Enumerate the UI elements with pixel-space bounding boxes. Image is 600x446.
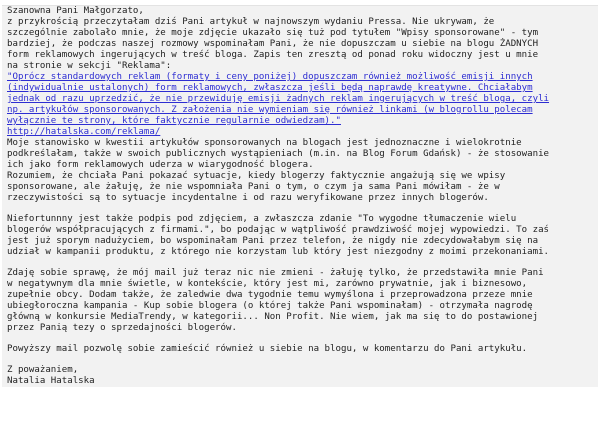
greeting: Szanowna Pani Małgorzato, <box>7 6 144 16</box>
text-line: na stronie w sekcji "Reklama": <box>7 61 172 71</box>
text-line: bardziej, że podczas naszej rozmowy wspominałam Pani, że nie dopuszczam u siebie na blogu ŻADNYCH <box>7 39 539 49</box>
text-line: rzeczywistości są to sytuacje incydentalne i od razu weryfikowane przez innych blogerów. <box>7 193 489 203</box>
text-line: podkreślałam, także w swoich publicznych wystąpieniach (m.in. na Blog Forum Gdańsk) - że stosowanie <box>7 149 550 159</box>
quote-line: (indywidualnie ustalonych) form reklamowych, zwłaszcza jeśli będą naprawdę kreatywne. Chciałabym <box>7 83 533 93</box>
paragraph-campaign-award <box>7 268 544 333</box>
text-line: Moje stanowisko w kwestii artykułów sponsorowanych na blogach jest jednoznaczne i wielokrotnie <box>7 138 522 148</box>
text-line: sponsorowane, ale żałuję, że nie wspomniała Pani o tym, o czym ja sama Pani mówiłam - że w <box>7 182 500 192</box>
signature: Natalia Hatalska <box>7 376 95 386</box>
text-line: przez Panią tezy o sprzedajności blogerów. <box>7 323 237 333</box>
text-line: z przykrością przeczytałam dziś Pani artykuł w najnowszym wydaniu Pressa. Nie ukrywam, że <box>7 17 495 27</box>
text-line: Rozumiem, że chciała Pani pokazać sytuacje, kiedy blogerzy faktycznie angażują się we wpisy <box>7 171 506 181</box>
text-line: główną w konkursie MediaTrendy, w kategorii... Non Profit. Nie wiem, jak ma się to do postawionej <box>7 312 539 322</box>
text-line: blogerów współpracujących z firmami.", bo podając w wątpliwość prawdziwość mojej wypowiedzi. To zaś <box>7 225 550 235</box>
text-line: ich jako form reklamowych uderza w wiarygodność blogera. <box>7 160 314 170</box>
text-line: form reklamowych ingerujących w treść bloga. Zapis ten zresztą od ponad roku widoczny jest u mnie <box>7 50 539 60</box>
quoted-advertising-policy <box>7 72 549 126</box>
paragraph-gap <box>7 355 594 365</box>
paragraph-gap <box>7 204 594 214</box>
text-line: Powyższy mail pozwolę sobie zamieścić również u siebie na blogu, w komentarzu do Pani artykułu. <box>7 344 528 354</box>
quote-line: np. artykułów sponsorowanych. Z założenia nie wymieniam się również linkami (w blogrollu polecam <box>7 105 533 115</box>
text-line: ubiegłoroczna kampania - Kup sobie blogera (o której także Pani wspominałam) - otrzymała nagrodę <box>7 301 533 311</box>
quote-line: wyłącznie te strony, które faktycznie regularnie odwiedzam)." <box>7 116 341 126</box>
paragraph-publication-note <box>7 344 527 354</box>
closing: Z poważaniem, <box>7 365 79 375</box>
quote-line: "Oprócz standardowych reklam (formaty i ceny poniżej) dopuszczam również możliwość emisji innych <box>7 72 533 82</box>
paragraph-photo-caption <box>7 214 549 257</box>
text-line: jest już sporym nadużyciem, bo wspominałam Pani przez telefon, że nigdy nie zdecydowałabym się na <box>7 236 539 246</box>
text-line: udział w kampanii produktu, z którego nie korzystam lub który jest niezgodny z moimi przekonaniami. <box>7 247 550 257</box>
text-line: Niefortunnny jest także podpis pod zdjęciem, a zwłaszcza zdanie "To wygodne tłumaczenie wielu <box>7 214 517 224</box>
text-line: Zdaję sobie sprawę, że mój mail już teraz nic nie zmieni - żałuję tylko, że przedstawiła mnie Pani <box>7 268 544 278</box>
text-line: szczególnie zabolało mnie, że moje zdjęcie ukazało się tuż pod tytułem "Wpisy sponsorowane" - tym <box>7 28 539 38</box>
advertising-page-link[interactable]: http://hatalska.com/reklama/ <box>7 127 161 137</box>
text-line: zupełnie obcy. Dodam także, że zaledwie dwa tygodnie temu wymyślona i przeprowadzona przeze mnie <box>7 290 533 300</box>
text-line: w negatywnym dla mnie świetle, w kontekście, który jest mi, zarówno prywatnie, jak i biznesowo, <box>7 279 528 289</box>
paragraph-article-reaction <box>7 17 538 71</box>
email-body <box>2 5 598 387</box>
paragraph-sponsored-articles-stance <box>7 138 549 203</box>
quote-line: jednak od razu uprzedzić, że nie przewiduję emisji żadnych reklam ingerujących w treść bloga, czyli <box>7 94 550 104</box>
paragraph-gap <box>7 258 594 268</box>
paragraph-gap <box>7 334 594 344</box>
